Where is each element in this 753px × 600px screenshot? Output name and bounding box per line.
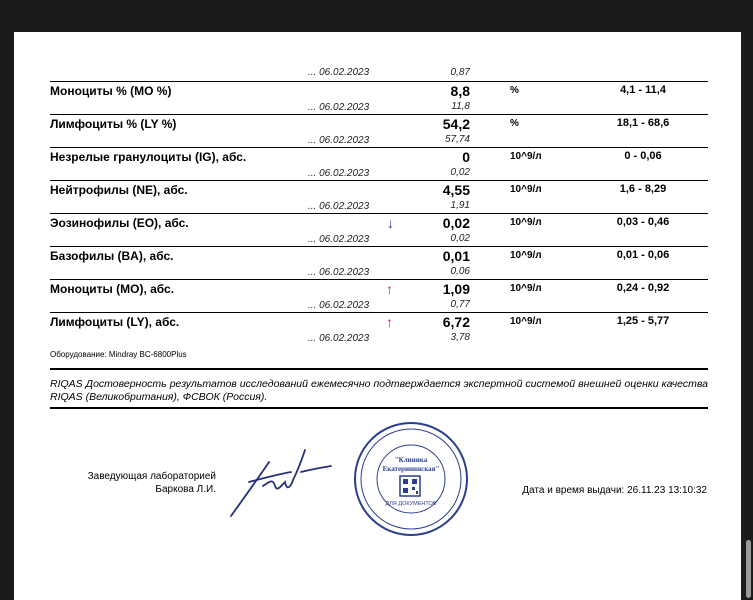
test-value: 1,09 (442, 281, 470, 297)
viewer-top-bar (0, 0, 753, 30)
previous-date: ... 06.02.2023 (308, 300, 370, 311)
test-unit: 10^9/л (510, 217, 542, 228)
issue-datetime: Дата и время выдачи: 26.11.23 13:10:32 (522, 485, 707, 496)
test-name: Моноциты % (MO %) (50, 84, 172, 98)
row-divider (50, 147, 708, 148)
previous-value: 0,87 (450, 67, 470, 78)
previous-date: ... 06.02.2023 (308, 201, 370, 212)
row-divider (50, 246, 708, 247)
previous-value: 0,02 (450, 167, 470, 178)
arrow-down-icon: ↓ (387, 215, 394, 231)
arrow-up-icon: ↑ (386, 281, 393, 297)
clinic-stamp (352, 420, 470, 538)
signature-image (219, 442, 334, 522)
row-divider (50, 180, 708, 181)
equipment-label: Оборудование: Mindray BC-6800Plus (50, 350, 187, 359)
signer-block (74, 470, 216, 496)
previous-date: ... 06.02.2023 (308, 168, 370, 179)
test-unit: % (510, 85, 519, 96)
row-divider (50, 81, 708, 82)
previous-date: ... 06.02.2023 (308, 234, 370, 245)
previous-value: 57,74 (444, 134, 470, 145)
quality-note: RIQAS Достоверность результатов исследований ежемесячно подтверждается экспертной системой внешней оценки качества RIQAS (Великобритания), ФСВОК (Россия). (50, 378, 708, 403)
test-name: Незрелые гранулоциты (IG), абс. (50, 150, 247, 164)
test-value: 54,2 (442, 116, 470, 132)
test-value: 0,02 (442, 215, 470, 231)
row-divider (50, 279, 708, 280)
test-value: 0,01 (442, 248, 470, 264)
note-top-rule (50, 368, 708, 370)
test-name: Моноциты (MO), абс. (50, 282, 175, 296)
previous-value: 0,77 (450, 299, 470, 310)
test-value: 0 (462, 149, 470, 165)
previous-value: 0,02 (450, 233, 470, 244)
viewer-right-margin (741, 0, 753, 600)
test-unit: % (510, 118, 519, 129)
test-value: 8,8 (450, 83, 470, 99)
previous-date: ... 06.02.2023 (308, 102, 370, 113)
test-name: Лимфоциты % (LY %) (50, 117, 177, 131)
test-name: Базофилы (BA), абс. (50, 249, 174, 263)
previous-date: ... 06.02.2023 (308, 333, 370, 344)
test-value: 6,72 (442, 314, 470, 330)
reference-range: 0,03 - 0,46 (616, 216, 670, 228)
row-divider (50, 312, 708, 313)
previous-date: ... 06.02.2023 (308, 135, 370, 146)
test-value: 4,55 (442, 182, 470, 198)
test-name: Эозинофилы (EO), абс. (50, 216, 189, 230)
signer-title: Заведующая лабораторией (87, 471, 216, 482)
stamp-text-2: Екатерининская" (382, 465, 440, 473)
signer-name: Баркова Л.И. (155, 484, 216, 495)
previous-date: ... 06.02.2023 (308, 67, 370, 78)
row-divider (50, 213, 708, 214)
reference-range: 18,1 - 68,6 (616, 117, 670, 129)
row-divider (50, 114, 708, 115)
vertical-scrollbar[interactable] (746, 540, 751, 598)
previous-date: ... 06.02.2023 (308, 267, 370, 278)
previous-value: 1,91 (450, 200, 470, 211)
document-page (14, 32, 741, 600)
stamp-text-1: "Клиника (394, 456, 428, 464)
reference-range: 0,24 - 0,92 (616, 282, 670, 294)
previous-value: 3,78 (450, 332, 470, 343)
reference-range: 4,1 - 11,4 (620, 84, 666, 96)
previous-value: 0,06 (450, 266, 470, 277)
test-unit: 10^9/л (510, 250, 542, 261)
test-name: Лимфоциты (LY), абс. (50, 315, 180, 329)
test-unit: 10^9/л (510, 151, 542, 162)
previous-value: 11,8 (451, 101, 470, 112)
arrow-up-icon: ↑ (386, 314, 393, 330)
reference-range: 0,01 - 0,06 (616, 249, 670, 261)
reference-range: 0 - 0,06 (624, 150, 662, 162)
note-bottom-rule (50, 407, 708, 409)
test-unit: 10^9/л (510, 184, 542, 195)
test-unit: 10^9/л (510, 283, 542, 294)
reference-range: 1,6 - 8,29 (619, 183, 667, 195)
stamp-text-3: ДЛЯ ДОКУМЕНТОВ (385, 501, 437, 507)
test-name: Нейтрофилы (NE), абс. (50, 183, 188, 197)
test-unit: 10^9/л (510, 316, 542, 327)
reference-range: 1,25 - 5,77 (616, 315, 670, 327)
